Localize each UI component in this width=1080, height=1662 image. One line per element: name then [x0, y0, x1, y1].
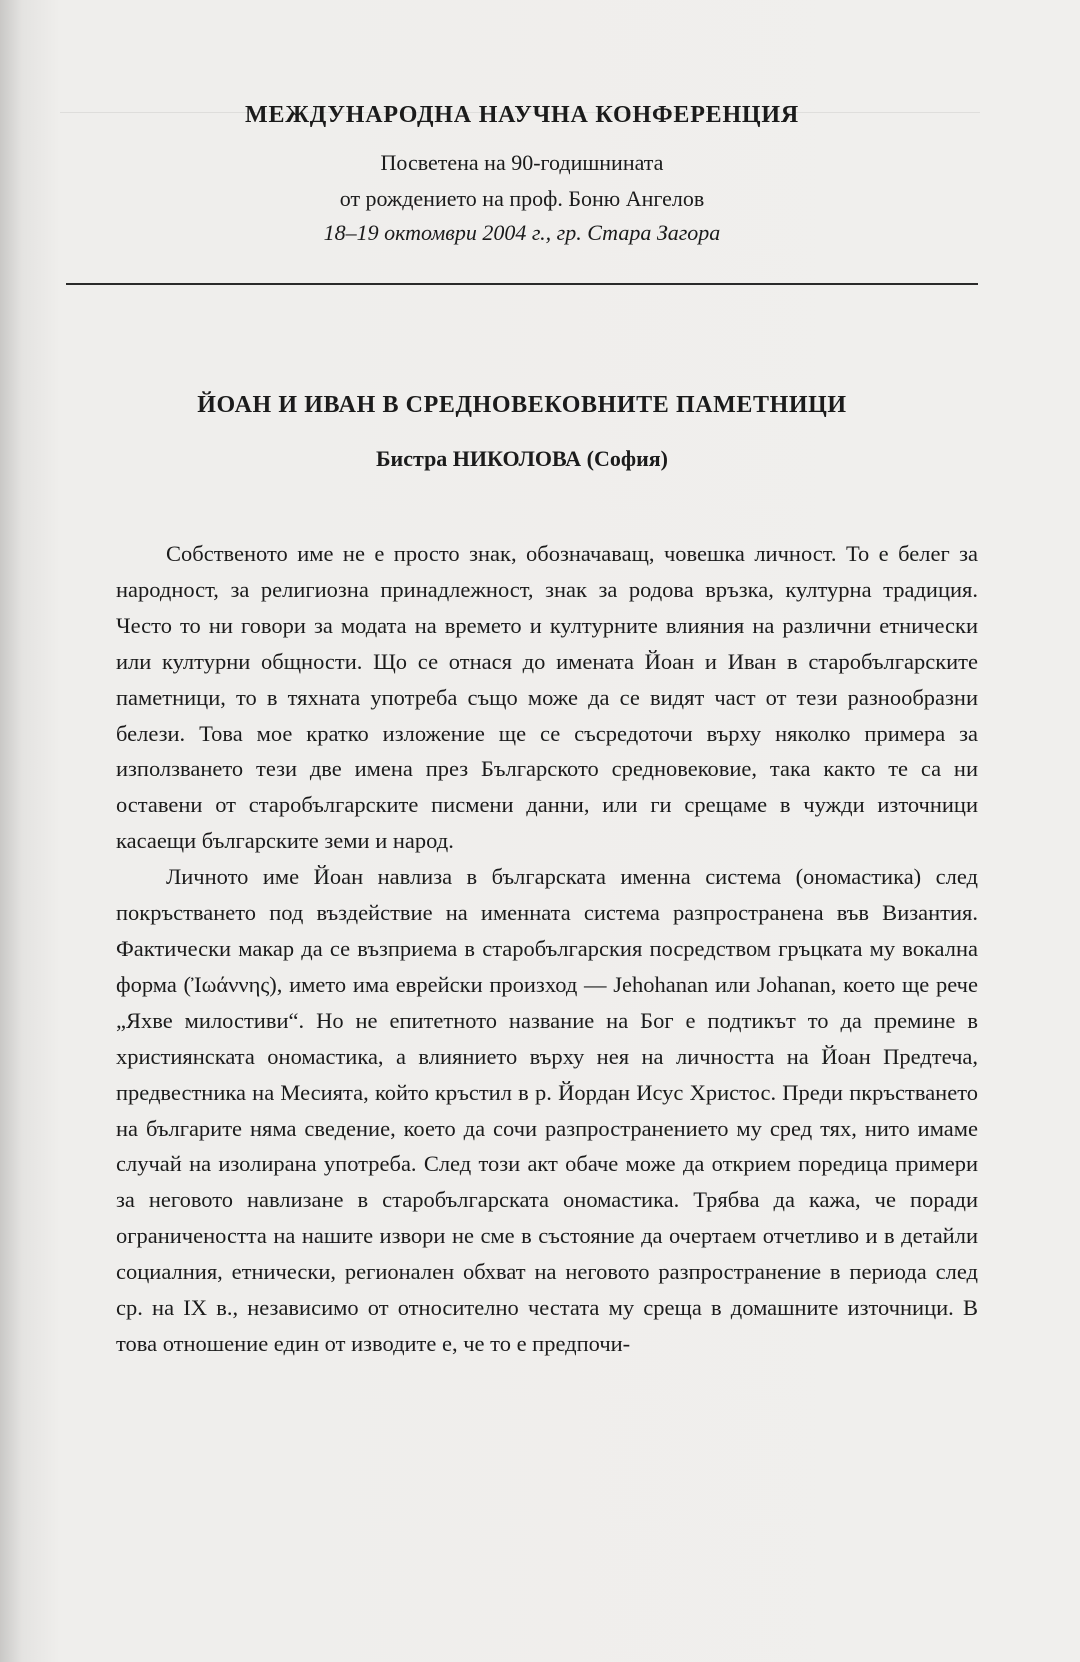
conference-header [66, 100, 978, 248]
paragraph-2: Личното име Йоан навлиза в българската именна система (ономастика) след покръстването под въздействие на именната система разпространена във Византия. Фактически макар да се възприема в старобългарския посредством гръцката му вокална форма (Ἰωάννης), името има еврейски произход — Jehohanan или Johanan, което ще рече „Яхве милостиви“. Но не епитетното название на Бог е подтикът то да премине в християнската ономастика, а влиянието върху нея на личността на Йоан Предтеча, предвестника на Месията, който кръстил в р. Йордан Исус Христос. Преди пкръстването на българите няма сведение, което да сочи разпространението му сред тях, нито имаме случай на изолирана употреба. След този акт обаче може да открием поредица примери за неговото навлизане в старобългарската ономастика. Трябва да кажа, че поради ограничеността на нашите извори не сме в състояние да очертаем отчетливо и в детайли социалния, етнически, регионален обхват на неговото разпространение в периода след ср. на IX в., независимо от относително честата му среща в домашните източници. В това отношение един от изводите е, че то е предпочи- [116, 864, 978, 1356]
dedication-line-2: от рождението на проф. Боню Ангелов [339, 186, 705, 211]
dedication-line-1: Посветена на 90-годишнината [380, 150, 664, 175]
header-divider [66, 283, 978, 285]
article-author: Бистра НИКОЛОВА (София) [376, 446, 668, 471]
paragraph-1: Собственото име не е просто знак, обозначаващ, човешка личност. То е белег за народност, за религиозна принадлежност, знак за родова връзка, културна традиция. Често то ни говори за модата на времето и културните влияния на различни етнически или културни общности. Що се отнася до имената Йоан и Иван в старобългарските паметници, то в тяхната употреба също може да се видят част от тези разнообразни белези. Това мое кратко изложение ще се съсредоточи върху няколко примера за използването тези две имена през Българското средновековие, така както те са ни оставени от старобългарските писмени данни, или ги срещаме в чужди източници касаещи българските земи и народ. [116, 541, 978, 854]
event-date-place: 18–19 октомври 2004 г., гр. Стара Загора [323, 220, 721, 245]
article-title: ЙОАН И ИВАН В СРЕДНОВЕКОВНИТЕ ПАМЕТНИЦИ [197, 392, 847, 418]
conference-title: МЕЖДУНАРОДНА НАУЧНА КОНФЕРЕНЦИЯ [245, 102, 799, 128]
article-body [116, 536, 978, 1362]
